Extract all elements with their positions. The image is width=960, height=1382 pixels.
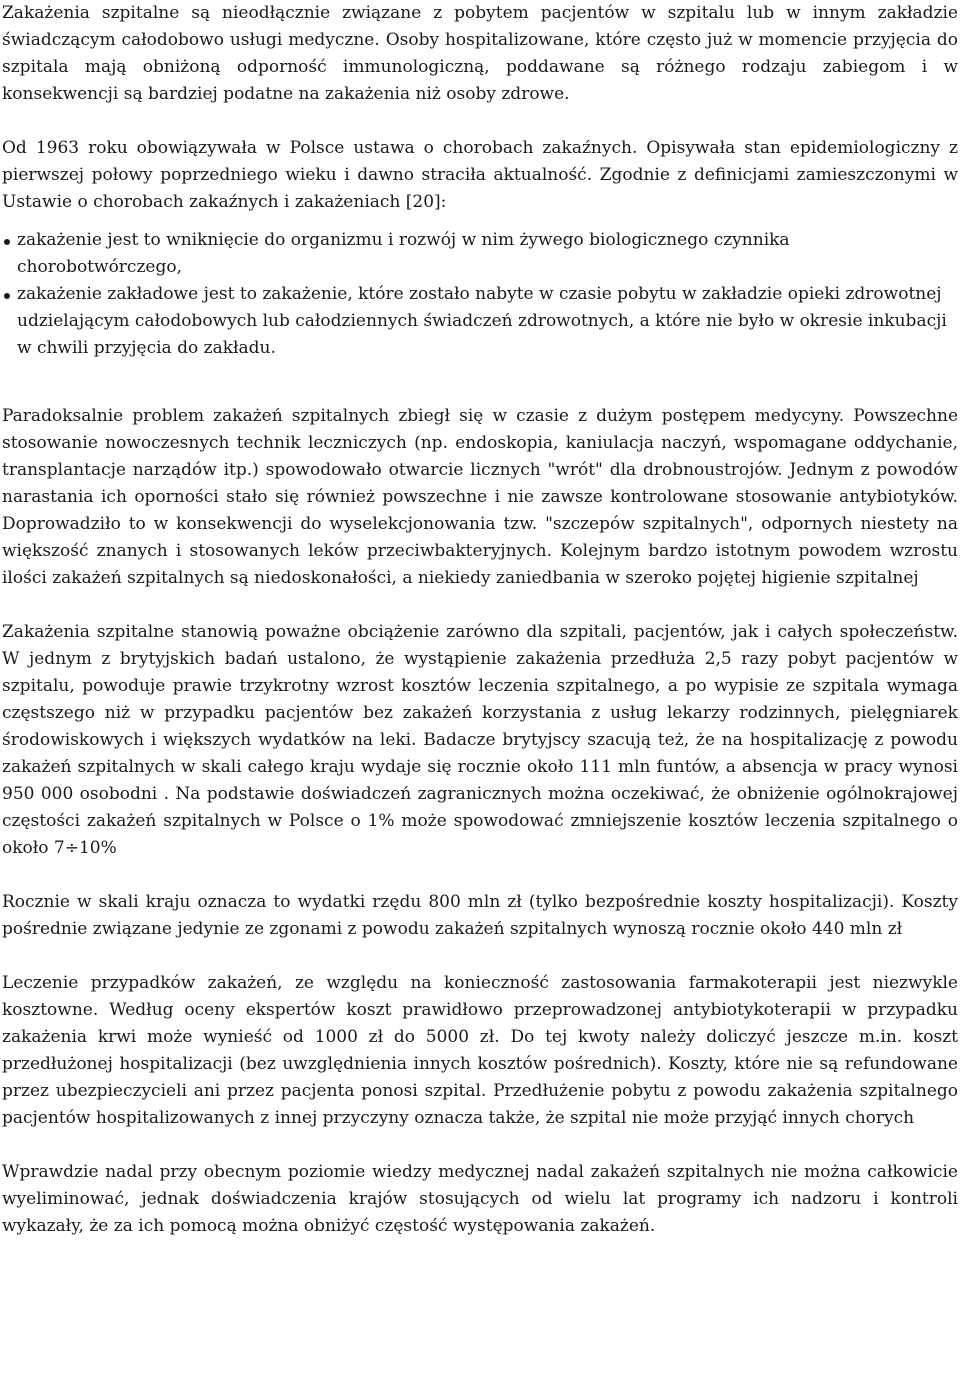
paragraph-treatment-costs: Leczenie przypadków zakażeń, ze względu na konieczność zastosowania farmakoterapii jest niezwykle kosztowne. Według oceny ekspertów koszt prawidłowo przeprowadzonej antybiotykoterapii w przypadku zakażenia krwi może wynieść od 1000 zł do 5000 zł. Do tej kwoty należy doliczyć jeszcze m.in. koszt przedłużonej hospitalizacji (bez uwzględnienia innych kosztów pośrednich). Koszty, które nie są refundowane przez ubezpieczycieli ani przez pacjenta ponosi szpital. Przedłużenie pobytu z powodu zakażenia szpitalnego pacjentów hospitalizowanych z innej przyczyny oznacza także, że szpital nie może przyjąć innych chorych: [2, 973, 958, 1128]
paragraph-intro: Zakażenia szpitalne są nieodłącznie związane z pobytem pacjentów w szpitalu lub w innym zakładzie świadczącym całodobowo usługi medyczne. Osoby hospitalizowane, które często już w momencie przyjęcia do szpitala mają obniżoną odporność immunologiczną, poddawane są różnego rodzaju zabiegom i w konsekwencji są bardziej podatne na zakażenia niż osoby zdrowe.: [2, 3, 958, 104]
list-item: zakażenie zakładowe jest to zakażenie, które zostało nabyte w czasie pobytu w zakładzie opieki zdrowotnej udzielającym całodobowych lub całodziennych świadczeń zdrowotnych, a które nie było w okresie inkubacji w chwili przyjęcia do zakładu.: [17, 281, 958, 362]
list-item: zakażenie jest to wniknięcie do organizmu i rozwój w nim żywego biologicznego czynnika chorobotwórczego,: [17, 227, 958, 281]
paragraph-burden: Zakażenia szpitalne stanowią poważne obciążenie zarówno dla szpitali, pacjentów, jak i całych społeczeństw. W jednym z brytyjskich badań ustalono, że wystąpienie zakażenia przedłuża 2,5 razy pobyt pacjentów w szpitalu, powoduje prawie trzykrotny wzrost kosztów leczenia szpitalnego, a po wypisie ze szpitala wymaga częstszego niż w przypadku pacjentów bez zakażeń korzystania z usług lekarzy rodzinnych, pielęgniarek środowiskowych i większych wydatków na leki. Badacze brytyjscy szacują też, że na hospitalizację z powodu zakażeń szpitalnych w skali całego kraju wydaje się rocznie około 111 mln funtów, a absencja w pracy wynosi 950 000 osobodni . Na podstawie doświadczeń zagranicznych można oczekiwać, że obniżenie ogólnokrajowej częstości zakażeń szpitalnych w Polsce o 1% może spowodować zmniejszenie kosztów leczenia szpitalnego o około 7÷10%: [2, 622, 958, 858]
document-page: [2, 0, 958, 1240]
paragraph-annual-costs: Rocznie w skali kraju oznacza to wydatki rzędu 800 mln zł (tylko bezpośrednie koszty hospitalizacji). Koszty pośrednie związane jedynie ze zgonami z powodu zakażeń szpitalnych wynoszą rocznie około 440 mln zł: [2, 892, 958, 939]
paragraph-law: Od 1963 roku obowiązywała w Polsce ustawa o chorobach zakaźnych. Opisywała stan epidemiologiczny z pierwszej połowy poprzedniego wieku i dawno straciła aktualność. Zgodnie z definicjami zamieszczonymi w Ustawie o chorobach zakaźnych i zakażeniach [20]:: [2, 138, 958, 212]
paragraph-paradox: Paradoksalnie problem zakażeń szpitalnych zbiegł się w czasie z dużym postępem medycyny. Powszechne stosowanie nowoczesnych technik leczniczych (np. endoskopia, kaniulacja naczyń, wspomagane oddychanie, transplantacje narządów itp.) spowodowało otwarcie licznych "wrót" dla drobnoustrojów. Jednym z powodów narastania ich oporności stało się również powszechne i nie zawsze kontrolowane stosowanie antybiotyków. Doprowadziło to w konsekwencji do wyselekcjonowania tzw. "szczepów szpitalnych", odpornych niestety na większość znanych i stosowanych leków przeciwbakteryjnych. Kolejnym bardzo istotnym powodem wzrostu ilości zakażeń szpitalnych są niedoskonałości, a niekiedy zaniedbania w szeroko pojętej higienie szpitalnej: [2, 406, 958, 588]
definition-list: [2, 227, 958, 362]
paragraph-conclusion: Wprawdzie nadal przy obecnym poziomie wiedzy medycznej nadal zakażeń szpitalnych nie można całkowicie wyeliminować, jednak doświadczenia krajów stosujących od wielu lat programy ich nadzoru i kontroli wykazały, że za ich pomocą można obniżyć częstość występowania zakażeń.: [2, 1162, 958, 1236]
